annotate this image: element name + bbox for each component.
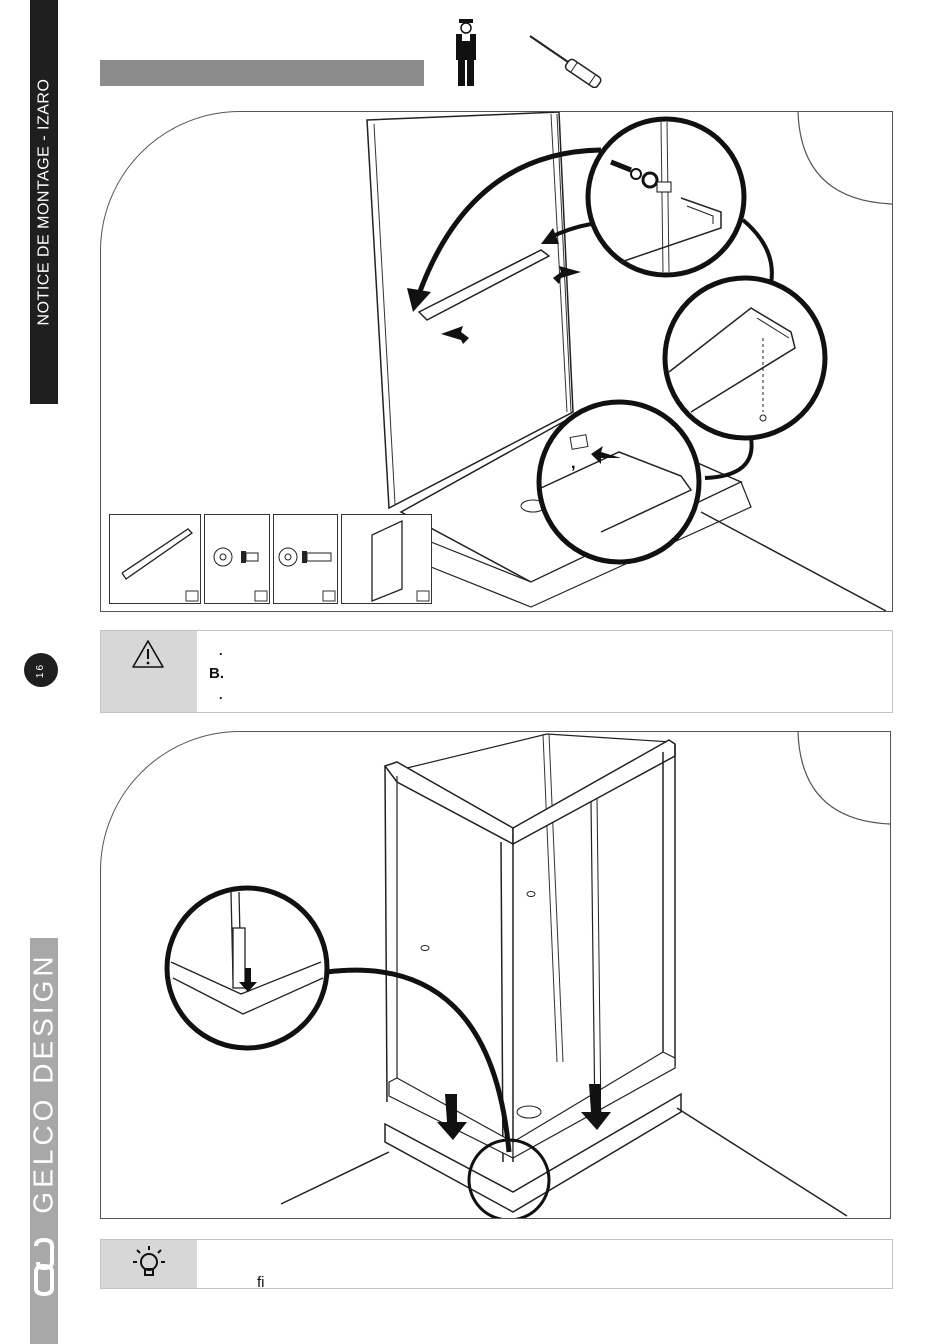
step-title-bar — [100, 60, 424, 86]
document-title: NOTICE DE MONTAGE - IZARO — [35, 78, 52, 326]
sidebar-title-band — [30, 0, 58, 404]
illustration-panel-1 — [100, 111, 893, 612]
part-thumb-screw-long — [273, 514, 338, 604]
part-thumb-screw-short — [204, 514, 270, 604]
brand-logo-icon — [32, 1238, 56, 1298]
warning-triangle-icon — [131, 639, 165, 669]
illustration-panel-2 — [100, 731, 891, 1219]
brand-name: GELCO DESIGN — [28, 952, 60, 1214]
detail-mark: , — [571, 455, 576, 472]
sidebar-brand-band — [30, 938, 58, 1344]
warning-step-label: B. — [209, 665, 224, 682]
page-number-badge — [24, 653, 58, 687]
warning-bullet-1: . — [219, 643, 223, 658]
page-number: 16 — [35, 662, 47, 678]
tip-icon-cell — [101, 1240, 197, 1288]
warning-icon-cell — [101, 631, 197, 712]
lightbulb-icon — [129, 1244, 169, 1284]
warning-note — [100, 630, 893, 713]
part-thumb-shelf — [109, 514, 201, 604]
step-illustration-cabin-frame — [101, 732, 890, 1218]
warning-bullet-2: . — [219, 687, 223, 702]
tip-note — [100, 1239, 893, 1289]
tip-text: fi — [257, 1274, 265, 1291]
part-thumb-glass-panel — [341, 514, 432, 604]
installer-person-icon — [452, 18, 480, 88]
screwdriver-icon — [528, 34, 604, 88]
